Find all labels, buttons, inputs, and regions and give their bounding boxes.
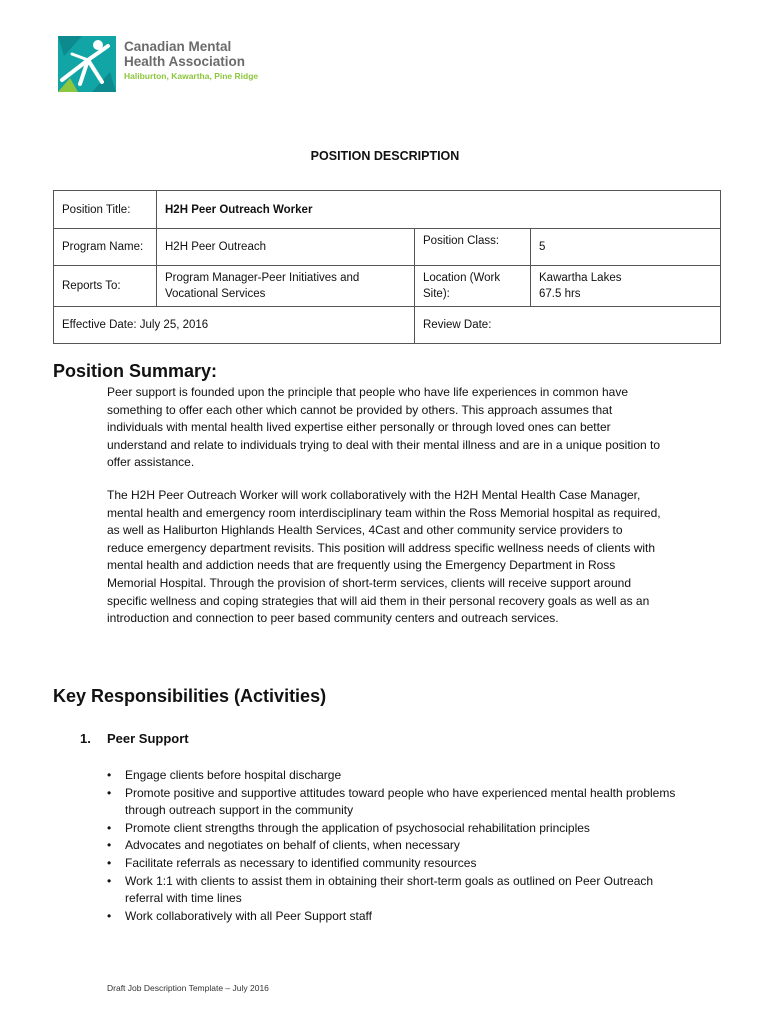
list-item: • Advocates and negotiates on behalf of clients, when necessary: [125, 837, 685, 855]
section-number: 1.: [80, 731, 91, 746]
list-item: • Facilitate referrals as necessary to identified community resources: [125, 855, 685, 873]
logo-name-line1: Canadian Mental: [124, 39, 232, 54]
key-responsibilities-title: Key Responsibilities (Activities): [53, 686, 327, 706]
peer-support-heading: Peer Support: [107, 731, 189, 746]
program-name-label: Program Name:: [54, 229, 157, 266]
list-item: • Work collaboratively with all Peer Support staff: [125, 908, 685, 926]
location-value: [531, 266, 721, 307]
reports-to-line1: Program Manager-Peer Initiatives and: [165, 272, 360, 284]
logo-subtitle: Haliburton, Kawartha, Pine Ridge: [124, 71, 259, 81]
position-title-value: H2H Peer Outreach Worker: [157, 191, 721, 229]
position-info-table: [53, 190, 721, 344]
list-item: • Promote client strengths through the application of psychosocial rehabilitation principles: [125, 820, 685, 838]
summary-paragraph-2: The H2H Peer Outreach Worker will work collaboratively with the H2H Mental Health Case Manager, mental health and emergency room interdisciplinary team within the Ross Memorial hospital as required, as well as Haliburton Highlands Health Services, 4Cast and other community service providers to reduce emergency department revisits. This position will address specific wellness needs of clients with mental health and addiction needs that are frequently using the Emergency Department in Ross Memorial Hospital. Through the provision of short-term services, clients will receive support around specific wellness and coping strategies that will aid them in their personal recovery goals as well as an introduction and connection to peer based community centers and outreach services.: [107, 488, 661, 626]
location-label-line2: Site):: [423, 288, 450, 300]
location-value-line2: 67.5 hrs: [539, 288, 581, 300]
footer-text: Draft Job Description Template – July 2016: [107, 983, 269, 993]
position-class-label: Position Class:: [415, 229, 531, 266]
reports-to-label: Reports To:: [54, 266, 157, 307]
position-title-label: Position Title:: [54, 191, 157, 229]
document-heading: POSITION DESCRIPTION: [310, 149, 460, 163]
cmha-logo-icon: [58, 36, 116, 92]
logo-name: [124, 39, 245, 69]
summary-paragraph-1: Peer support is founded upon the principle that people who have life experiences in common have something to offer each other which cannot be provided by others. This approach assumes that individuals with mental health lived expertise either personally or through loved ones can better understand and relate to individuals trying to deal with their mental illness and are in a unique position to offer assistance.: [107, 385, 661, 470]
location-value-line1: Kawartha Lakes: [539, 272, 622, 284]
list-item: • Promote positive and supportive attitudes toward people who have experienced mental health problems through outreach support in the community: [125, 785, 685, 820]
logo-name-line2: Health Association: [124, 54, 246, 69]
list-item: • Work 1:1 with clients to assist them in obtaining their short-term goals as outlined on Peer Outreach referral with time lines: [125, 873, 685, 908]
effective-date: Effective Date: July 25, 2016: [54, 307, 415, 344]
location-label-line1: Location (Work: [423, 272, 501, 284]
reports-to-value: [157, 266, 415, 307]
responsibilities-list: [107, 767, 685, 925]
location-label: [415, 266, 531, 307]
list-item: • Engage clients before hospital discharge: [125, 767, 685, 785]
program-name-value: H2H Peer Outreach: [157, 229, 415, 266]
review-date: Review Date:: [415, 307, 721, 344]
position-summary-title: Position Summary:: [53, 361, 218, 381]
reports-to-line2: Vocational Services: [165, 288, 266, 300]
position-class-value: 5: [531, 229, 721, 266]
